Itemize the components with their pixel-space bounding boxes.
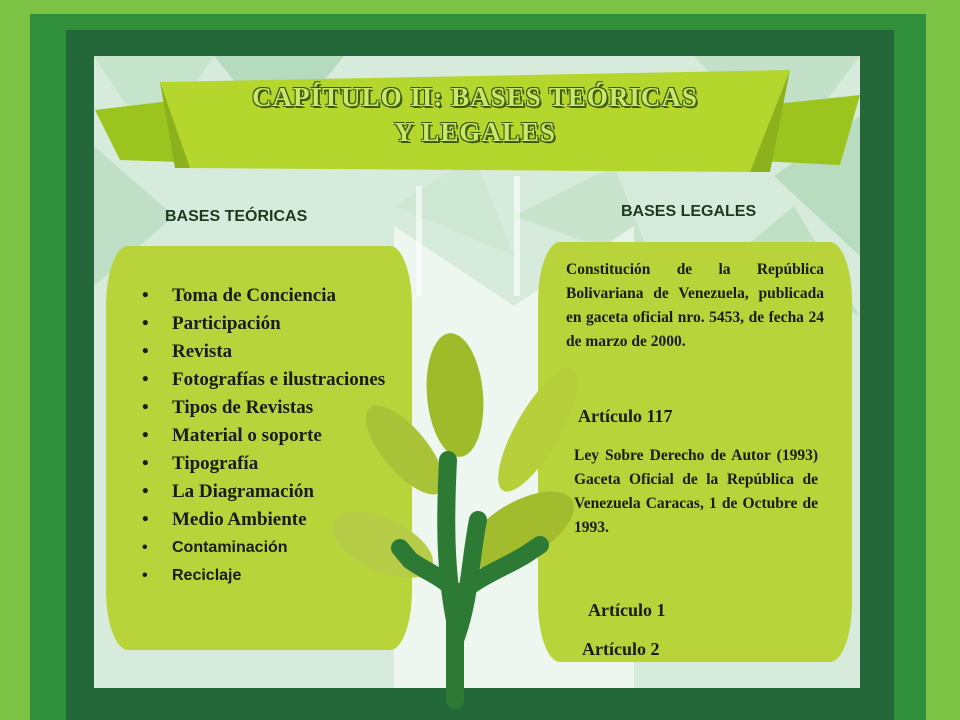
heading-bases-legales: BASES LEGALES bbox=[621, 203, 757, 220]
list-item: • Tipografía bbox=[142, 453, 259, 474]
bullet: • bbox=[142, 539, 148, 556]
constitution-reference: Constitución de la República Bolivariana de Venezuela, publicada en gaceta oficial nro. 5453, de fecha 24 de marzo de 2000. bbox=[566, 261, 824, 350]
bullet: • bbox=[142, 397, 149, 418]
article-2: Artículo 2 bbox=[582, 639, 660, 659]
list-item: • Contaminación bbox=[140, 536, 400, 560]
theoretical-topics-list bbox=[140, 284, 400, 592]
article-117: Artículo 117 bbox=[578, 406, 673, 426]
bullet: • bbox=[142, 313, 149, 334]
bullet: • bbox=[142, 453, 149, 474]
title-line-2: Y LEGALES bbox=[394, 117, 556, 147]
title-line-1: CAPÍTULO II: BASES TEÓRICAS bbox=[252, 82, 698, 112]
list-item: • Reciclaje bbox=[140, 564, 400, 588]
bullet: • bbox=[142, 425, 149, 446]
copyright-law-reference: Ley Sobre Derecho de Autor (1993) Gaceta Oficial de la República de Venezuela Caracas, 1 de Octubre de 1993. bbox=[574, 447, 818, 536]
heading-bases-teoricas: BASES TEÓRICAS bbox=[165, 208, 308, 225]
list-item: • Toma de Conciencia bbox=[142, 285, 336, 306]
bullet: • bbox=[142, 481, 149, 502]
list-item: • Participación bbox=[142, 313, 281, 334]
list-item: • Revista bbox=[142, 341, 233, 362]
list-item: • Fotografías e ilustraciones bbox=[142, 369, 386, 390]
list-item: • La Diagramación bbox=[142, 481, 314, 502]
bullet: • bbox=[142, 509, 149, 530]
bullet: • bbox=[142, 567, 148, 584]
bullet: • bbox=[142, 285, 149, 306]
bullet: • bbox=[142, 369, 149, 390]
list-item: • Medio Ambiente bbox=[142, 509, 307, 530]
list-item: • Tipos de Revistas bbox=[142, 397, 314, 418]
article-1: Artículo 1 bbox=[588, 600, 666, 620]
bullet: • bbox=[142, 341, 149, 362]
list-item: • Material o soporte bbox=[142, 425, 322, 446]
